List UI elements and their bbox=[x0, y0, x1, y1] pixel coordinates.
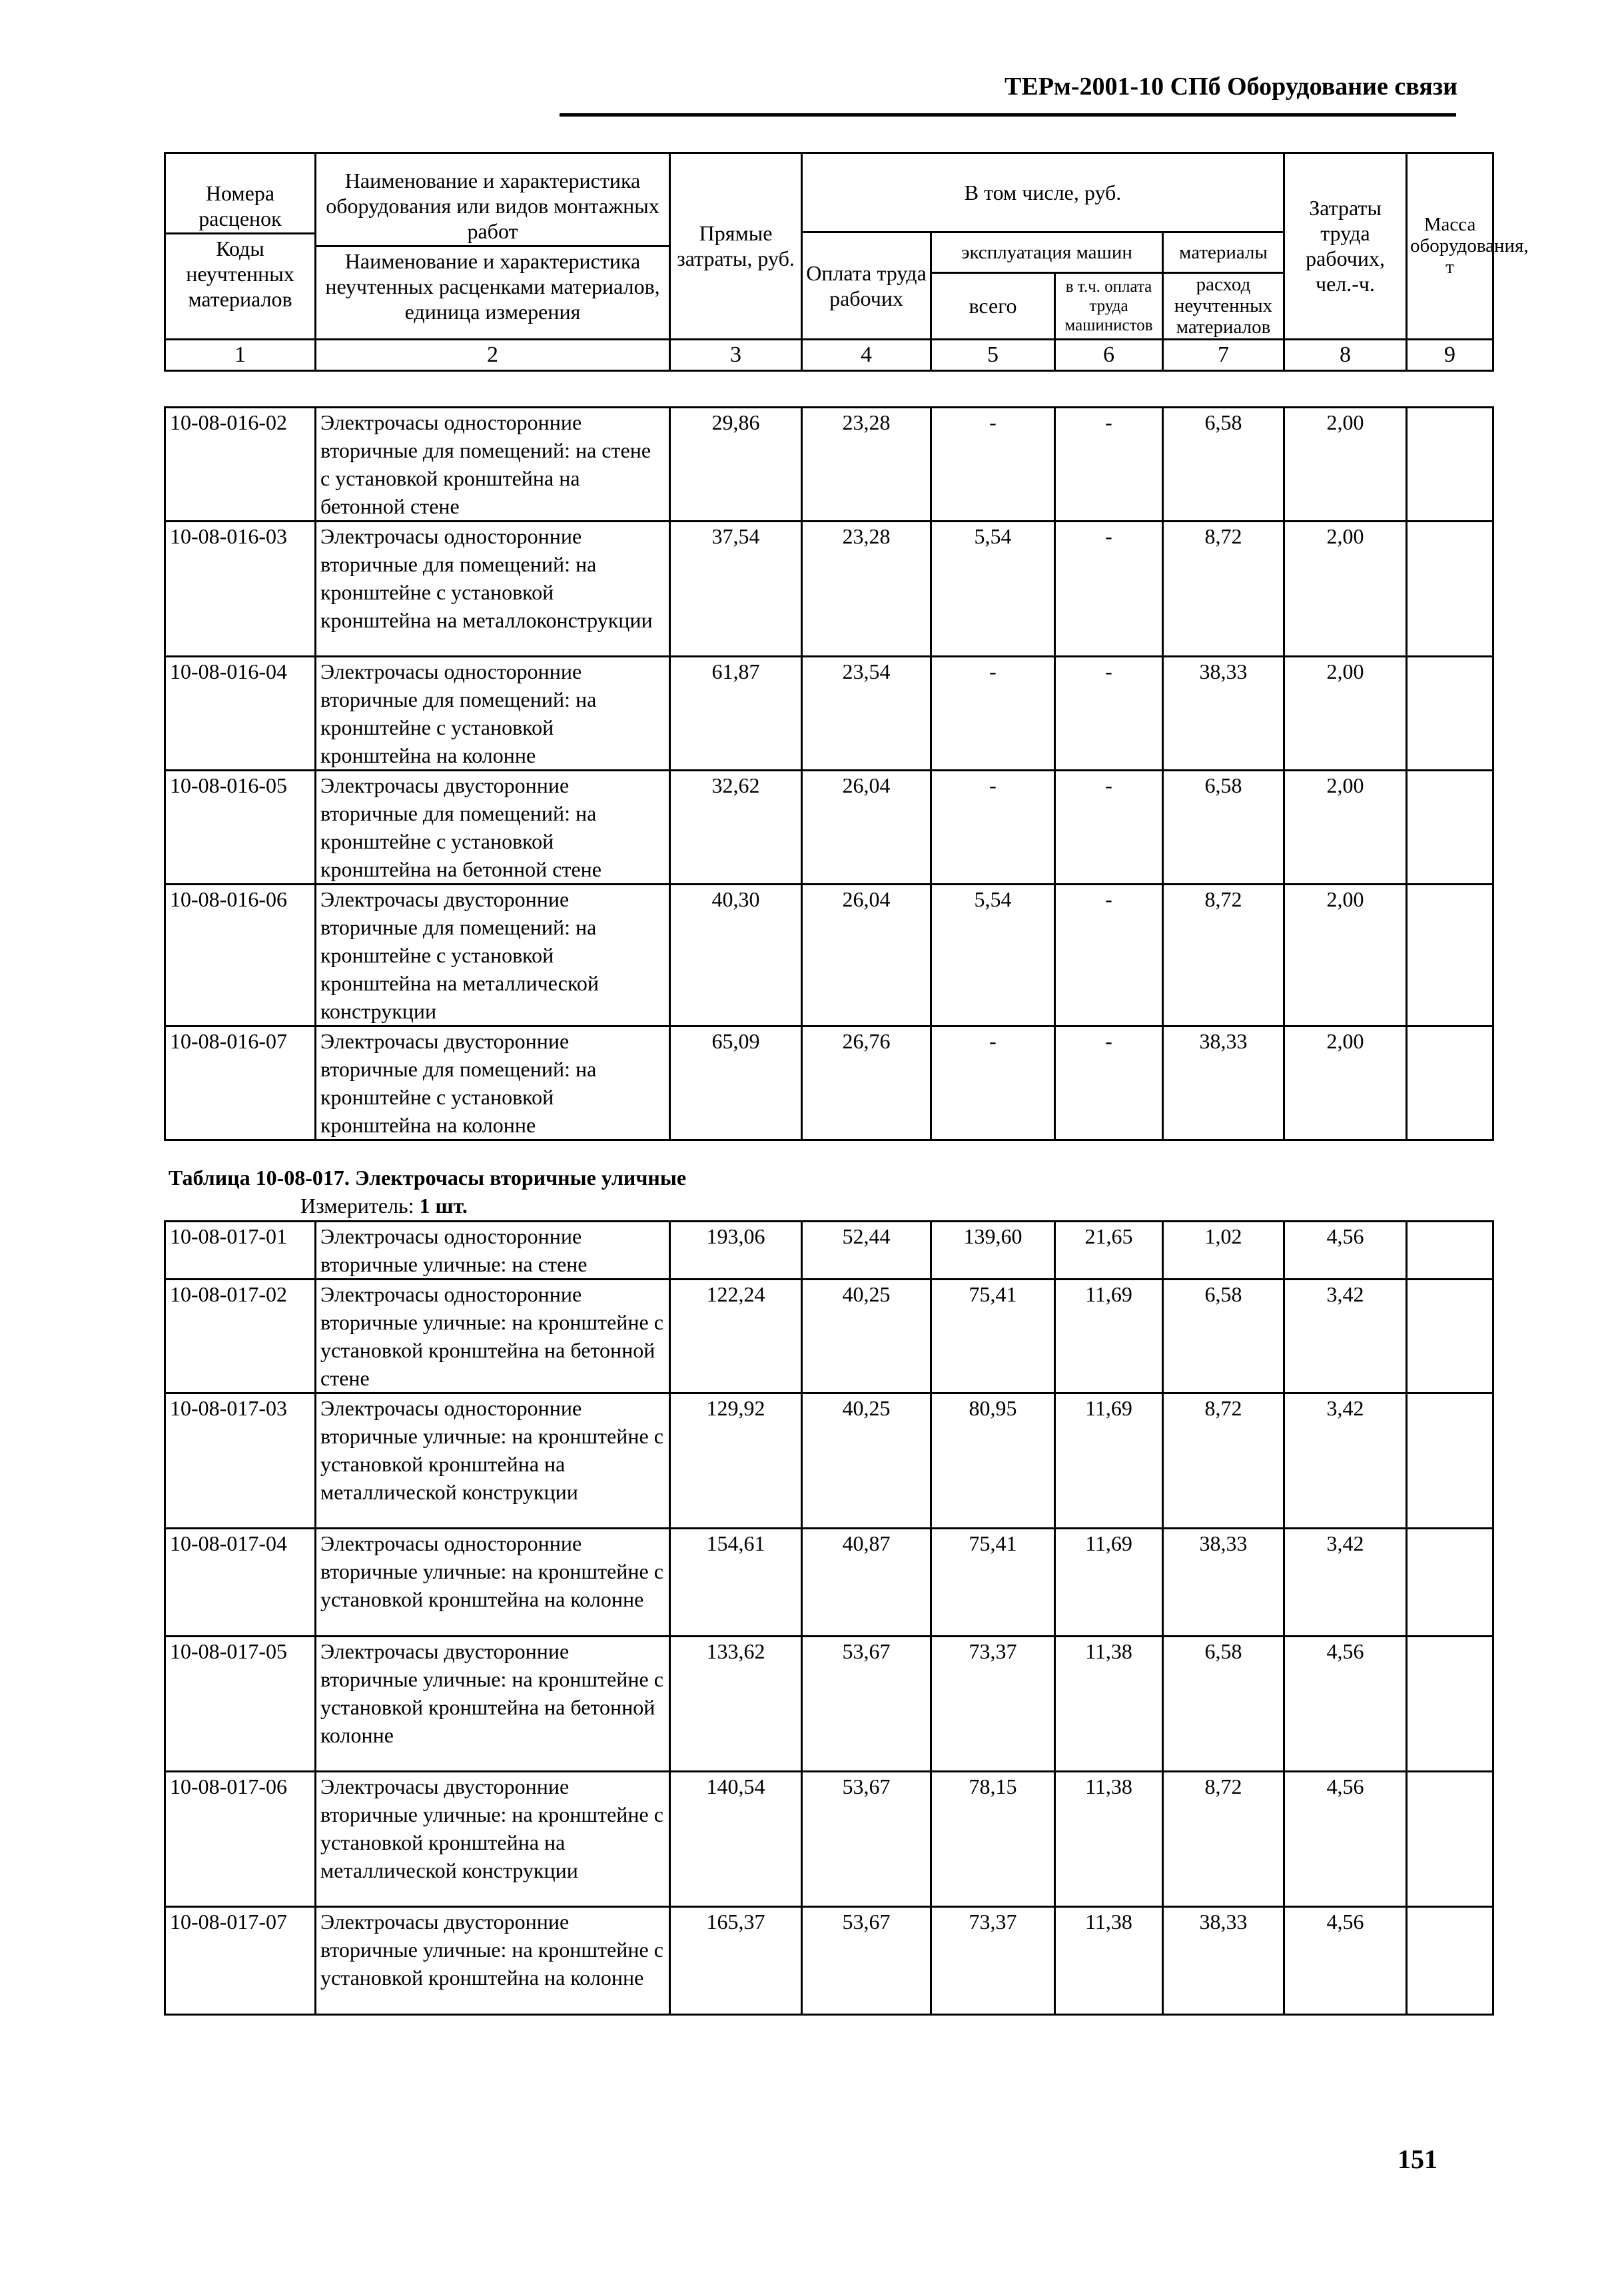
cell-rate-code: 10-08-017-04 bbox=[165, 1529, 316, 1637]
col-number: 8 bbox=[1284, 339, 1407, 370]
cell-operator-pay: 21,65 bbox=[1055, 1222, 1163, 1280]
cell-operator-pay: 11,38 bbox=[1055, 1772, 1163, 1907]
cell-labor-pay: 26,04 bbox=[802, 885, 931, 1026]
table-row bbox=[165, 885, 1493, 1026]
rates-table-017 bbox=[164, 1220, 1494, 2016]
cell-operator-pay: 11,38 bbox=[1055, 1637, 1163, 1772]
cell-equipment-mass bbox=[1407, 657, 1493, 771]
cell-labor-hours: 2,00 bbox=[1284, 885, 1407, 1026]
cell-labor-hours: 3,42 bbox=[1284, 1280, 1407, 1393]
col-number: 4 bbox=[802, 339, 931, 370]
cell-machines-total: - bbox=[931, 657, 1055, 771]
table-row bbox=[165, 1222, 1493, 1280]
cell-labor-pay: 40,87 bbox=[802, 1529, 931, 1637]
cell-machines-total: 75,41 bbox=[931, 1529, 1055, 1637]
cell-materials: 8,72 bbox=[1163, 1393, 1284, 1529]
col-header-labor-pay: Оплата труда рабочих bbox=[802, 232, 931, 339]
cell-labor-pay: 53,67 bbox=[802, 1907, 931, 2015]
cell-materials: 8,72 bbox=[1163, 885, 1284, 1026]
cell-labor-hours: 4,56 bbox=[1284, 1772, 1407, 1907]
table-row bbox=[165, 522, 1493, 657]
cell-equipment-mass bbox=[1407, 885, 1493, 1026]
cell-equipment-mass bbox=[1407, 1772, 1493, 1907]
cell-machines-total: - bbox=[931, 1026, 1055, 1140]
col-header-labor-hours: Затраты труда рабочих, чел.-ч. bbox=[1284, 153, 1407, 340]
rates-table-016 bbox=[164, 406, 1494, 1141]
cell-operator-pay: - bbox=[1055, 1026, 1163, 1140]
col-header-material-codes: Коды неучтенных материалов bbox=[166, 232, 314, 312]
cell-operator-pay: 11,69 bbox=[1055, 1393, 1163, 1529]
cell-direct-costs: 122,24 bbox=[670, 1280, 802, 1393]
cell-rate-code: 10-08-017-01 bbox=[165, 1222, 316, 1280]
cell-labor-pay: 26,04 bbox=[802, 771, 931, 885]
cell-direct-costs: 37,54 bbox=[670, 522, 802, 657]
cell-materials: 6,58 bbox=[1163, 771, 1284, 885]
col-header-rate-numbers: Номера расценок bbox=[199, 181, 282, 230]
header-rule bbox=[560, 113, 1456, 117]
cell-machines-total: 5,54 bbox=[931, 522, 1055, 657]
cell-operator-pay: 11,69 bbox=[1055, 1280, 1163, 1393]
col-number: 3 bbox=[670, 339, 802, 370]
cell-materials: 6,58 bbox=[1163, 408, 1284, 522]
cell-equipment-mass bbox=[1407, 522, 1493, 657]
column-header-table bbox=[164, 152, 1529, 372]
cell-rate-code: 10-08-017-07 bbox=[165, 1907, 316, 2015]
col-header-material-name: Наименование и характеристика неучтенных расценками материалов, единица измерения bbox=[316, 245, 669, 324]
col-header-materials: материалы bbox=[1163, 232, 1284, 273]
cell-machines-total: 75,41 bbox=[931, 1280, 1055, 1393]
cell-work-name: Электрочасы двусторонние вторичные для помещений: на кронштейне с установкой кронштейна на колонне bbox=[316, 1026, 670, 1140]
cell-labor-pay: 40,25 bbox=[802, 1393, 931, 1529]
cell-labor-hours: 4,56 bbox=[1284, 1222, 1407, 1280]
cell-machines-total: 5,54 bbox=[931, 885, 1055, 1026]
cell-equipment-mass bbox=[1407, 1637, 1493, 1772]
cell-direct-costs: 65,09 bbox=[670, 1026, 802, 1140]
cell-materials: 38,33 bbox=[1163, 1529, 1284, 1637]
cell-direct-costs: 154,61 bbox=[670, 1529, 802, 1637]
cell-labor-pay: 40,25 bbox=[802, 1280, 931, 1393]
col-number: 9 bbox=[1407, 339, 1493, 370]
unit-label: Измеритель: bbox=[300, 1194, 414, 1218]
cell-direct-costs: 61,87 bbox=[670, 657, 802, 771]
table-row bbox=[165, 1772, 1493, 1907]
cell-labor-pay: 23,28 bbox=[802, 522, 931, 657]
cell-equipment-mass bbox=[1407, 771, 1493, 885]
cell-work-name: Электрочасы односторонние вторичные для помещений: на кронштейне с установкой кронштейна на колонне bbox=[316, 657, 670, 771]
cell-operator-pay: 11,69 bbox=[1055, 1529, 1163, 1637]
cell-labor-pay: 23,28 bbox=[802, 408, 931, 522]
cell-labor-hours: 3,42 bbox=[1284, 1393, 1407, 1529]
cell-work-name: Электрочасы односторонние вторичные уличные: на кронштейне с установкой кронштейна на металлической конструкции bbox=[316, 1393, 670, 1529]
cell-direct-costs: 129,92 bbox=[670, 1393, 802, 1529]
cell-rate-code: 10-08-016-07 bbox=[165, 1026, 316, 1140]
cell-rate-code: 10-08-016-02 bbox=[165, 408, 316, 522]
cell-machines-total: 78,15 bbox=[931, 1772, 1055, 1907]
cell-rate-code: 10-08-016-06 bbox=[165, 885, 316, 1026]
table-row bbox=[165, 1393, 1493, 1529]
cell-direct-costs: 40,30 bbox=[670, 885, 802, 1026]
col-header-work-name: Наименование и характеристика оборудования или видов монтажных работ bbox=[326, 168, 659, 243]
cell-rate-code: 10-08-016-03 bbox=[165, 522, 316, 657]
col-header-codes bbox=[165, 153, 316, 340]
cell-operator-pay: - bbox=[1055, 771, 1163, 885]
cell-direct-costs: 193,06 bbox=[670, 1222, 802, 1280]
cell-labor-pay: 53,67 bbox=[802, 1772, 931, 1907]
cell-rate-code: 10-08-016-04 bbox=[165, 657, 316, 771]
cell-operator-pay: - bbox=[1055, 522, 1163, 657]
col-header-operator-pay: в т.ч. оплата труда машинистов bbox=[1055, 272, 1163, 339]
cell-materials: 38,33 bbox=[1163, 1026, 1284, 1140]
col-header-machines: эксплуатация машин bbox=[931, 232, 1163, 273]
cell-labor-hours: 4,56 bbox=[1284, 1637, 1407, 1772]
cell-direct-costs: 165,37 bbox=[670, 1907, 802, 2015]
cell-machines-total: 80,95 bbox=[931, 1393, 1055, 1529]
cell-materials: 38,33 bbox=[1163, 657, 1284, 771]
cell-equipment-mass bbox=[1407, 1529, 1493, 1637]
cell-equipment-mass bbox=[1407, 1026, 1493, 1140]
table-row bbox=[165, 1026, 1493, 1140]
col-number: 1 bbox=[165, 339, 316, 370]
table-row bbox=[165, 1529, 1493, 1637]
cell-materials: 6,58 bbox=[1163, 1280, 1284, 1393]
cell-operator-pay: - bbox=[1055, 885, 1163, 1026]
cell-rate-code: 10-08-016-05 bbox=[165, 771, 316, 885]
col-header-group: В том числе, руб. bbox=[802, 153, 1284, 232]
cell-operator-pay: - bbox=[1055, 408, 1163, 522]
col-number: 7 bbox=[1163, 339, 1284, 370]
col-header-equipment-mass: Масса оборудования, т bbox=[1407, 153, 1493, 340]
cell-labor-pay: 26,76 bbox=[802, 1026, 931, 1140]
cell-materials: 6,58 bbox=[1163, 1637, 1284, 1772]
table-unit bbox=[300, 1192, 468, 1219]
cell-materials: 8,72 bbox=[1163, 1772, 1284, 1907]
cell-materials: 38,33 bbox=[1163, 1907, 1284, 2015]
cell-labor-hours: 2,00 bbox=[1284, 657, 1407, 771]
col-number: 5 bbox=[931, 339, 1055, 370]
table-row bbox=[165, 1637, 1493, 1772]
cell-work-name: Электрочасы двусторонние вторичные для помещений: на кронштейне с установкой кронштейна на бетонной стене bbox=[316, 771, 670, 885]
cell-work-name: Электрочасы односторонние вторичные уличные: на стене bbox=[316, 1222, 670, 1280]
cell-equipment-mass bbox=[1407, 1393, 1493, 1529]
cell-direct-costs: 32,62 bbox=[670, 771, 802, 885]
cell-labor-hours: 4,56 bbox=[1284, 1907, 1407, 2015]
cell-labor-hours: 2,00 bbox=[1284, 408, 1407, 522]
col-header-unaccounted-materials: расход неучтенных материалов bbox=[1163, 272, 1284, 339]
cell-labor-pay: 23,54 bbox=[802, 657, 931, 771]
col-header-direct-costs: Прямые затраты, руб. bbox=[670, 153, 802, 340]
col-number: 2 bbox=[316, 339, 670, 370]
cell-labor-pay: 53,67 bbox=[802, 1637, 931, 1772]
page-number: 151 bbox=[1398, 2144, 1437, 2174]
table-row bbox=[165, 1907, 1493, 2015]
cell-machines-total: 73,37 bbox=[931, 1907, 1055, 2015]
cell-direct-costs: 140,54 bbox=[670, 1772, 802, 1907]
col-number: 6 bbox=[1055, 339, 1163, 370]
cell-operator-pay: - bbox=[1055, 657, 1163, 771]
cell-machines-total: 73,37 bbox=[931, 1637, 1055, 1772]
table-row bbox=[165, 408, 1493, 522]
cell-work-name: Электрочасы двусторонние вторичные для помещений: на кронштейне с установкой кронштейна на металлической конструкции bbox=[316, 885, 670, 1026]
cell-rate-code: 10-08-017-05 bbox=[165, 1637, 316, 1772]
cell-materials: 1,02 bbox=[1163, 1222, 1284, 1280]
cell-work-name: Электрочасы односторонние вторичные уличные: на кронштейне с установкой кронштейна на колонне bbox=[316, 1529, 670, 1637]
col-header-machines-total: всего bbox=[931, 272, 1055, 339]
cell-labor-hours: 2,00 bbox=[1284, 522, 1407, 657]
cell-labor-hours: 3,42 bbox=[1284, 1529, 1407, 1637]
cell-equipment-mass bbox=[1407, 1280, 1493, 1393]
cell-work-name: Электрочасы двусторонние вторичные уличные: на кронштейне с установкой кронштейна на бетонной колонне bbox=[316, 1637, 670, 1772]
cell-machines-total: - bbox=[931, 408, 1055, 522]
cell-labor-hours: 2,00 bbox=[1284, 1026, 1407, 1140]
unit-value: 1 шт. bbox=[419, 1194, 468, 1218]
cell-rate-code: 10-08-017-02 bbox=[165, 1280, 316, 1393]
table-title: Таблица 10-08-017. Электрочасы вторичные уличные bbox=[169, 1166, 687, 1190]
cell-rate-code: 10-08-017-06 bbox=[165, 1772, 316, 1907]
cell-equipment-mass bbox=[1407, 1907, 1493, 2015]
cell-equipment-mass bbox=[1407, 1222, 1493, 1280]
cell-materials: 8,72 bbox=[1163, 522, 1284, 657]
cell-labor-pay: 52,44 bbox=[802, 1222, 931, 1280]
cell-direct-costs: 133,62 bbox=[670, 1637, 802, 1772]
cell-machines-total: 139,60 bbox=[931, 1222, 1055, 1280]
table-row bbox=[165, 1280, 1493, 1393]
table-row bbox=[165, 771, 1493, 885]
cell-direct-costs: 29,86 bbox=[670, 408, 802, 522]
cell-work-name: Электрочасы односторонние вторичные для помещений: на кронштейне с установкой кронштейна на металлоконструкции bbox=[316, 522, 670, 657]
cell-work-name: Электрочасы односторонние вторичные для помещений: на стене с установкой кронштейна на бетонной стене bbox=[316, 408, 670, 522]
cell-work-name: Электрочасы односторонние вторичные уличные: на кронштейне с установкой кронштейна на бетонной стене bbox=[316, 1280, 670, 1393]
cell-work-name: Электрочасы двусторонние вторичные уличные: на кронштейне с установкой кронштейна на колонне bbox=[316, 1907, 670, 2015]
cell-equipment-mass bbox=[1407, 408, 1493, 522]
cell-operator-pay: 11,38 bbox=[1055, 1907, 1163, 2015]
running-title: ТЕРм-2001-10 СПб Оборудование связи bbox=[1005, 73, 1457, 101]
cell-work-name: Электрочасы двусторонние вторичные уличные: на кронштейне с установкой кронштейна на металлической конструкции bbox=[316, 1772, 670, 1907]
cell-labor-hours: 2,00 bbox=[1284, 771, 1407, 885]
col-header-names bbox=[316, 153, 670, 340]
cell-rate-code: 10-08-017-03 bbox=[165, 1393, 316, 1529]
cell-machines-total: - bbox=[931, 771, 1055, 885]
table-row bbox=[165, 657, 1493, 771]
